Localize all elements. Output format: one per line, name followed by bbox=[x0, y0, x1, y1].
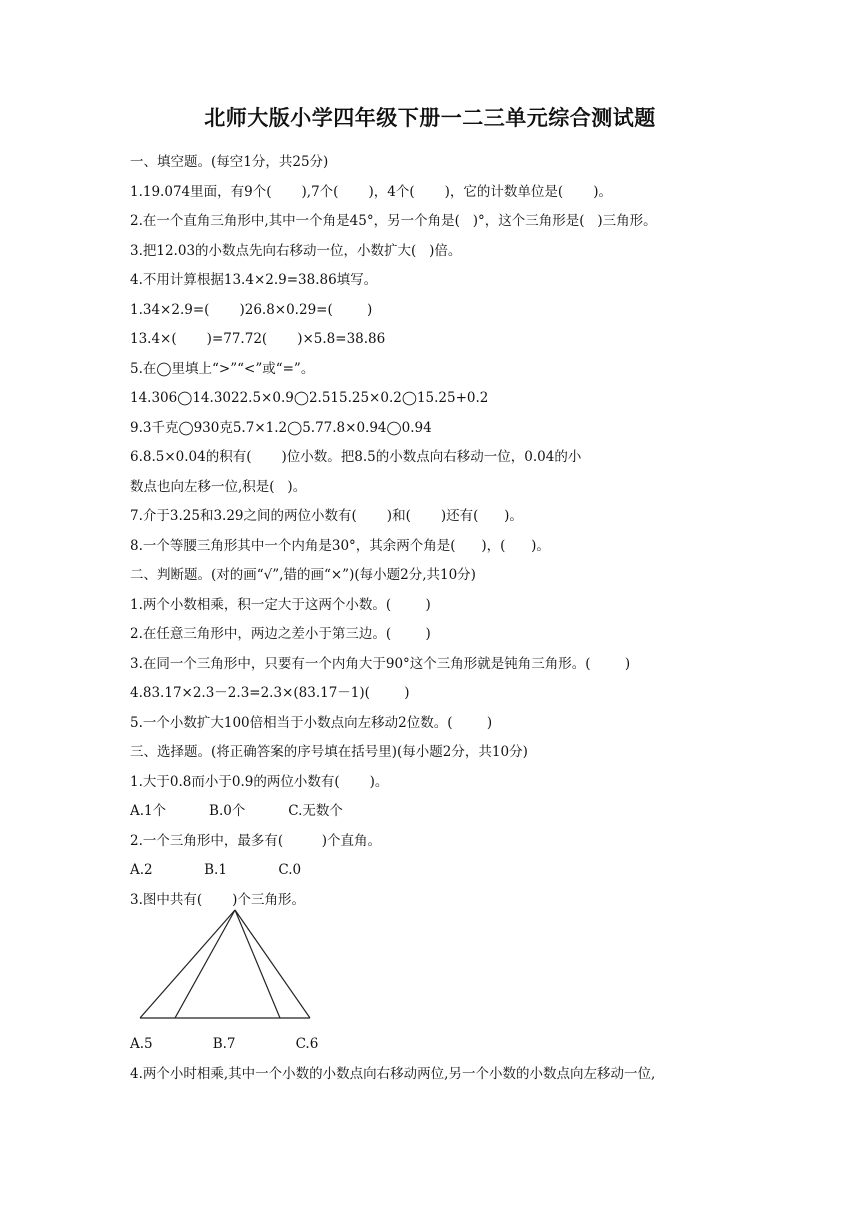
question-block bbox=[130, 148, 730, 915]
text-line: 1.34×2.9=( )26.8×0.29=( ) bbox=[130, 301, 373, 318]
text-line: 6.8.5×0.04的积有( )位小数。把8.5的小数点向右移动一位，0.04的小 bbox=[130, 449, 582, 465]
figure-right-side bbox=[235, 910, 310, 1018]
text-line: 4.不用计算根据13.4×2.9=38.86填写。 bbox=[130, 272, 378, 288]
text-line: 5.一个小数扩大100倍相当于小数点向左移动2位数。( ) bbox=[130, 714, 493, 731]
text-line: 9.3千克◯930克5.7×1.2◯5.77.8×0.94◯0.94 bbox=[130, 419, 432, 436]
text-line: A.5 B.7 C.6 bbox=[130, 1036, 319, 1052]
text-line: A.2 B.1 C.0 bbox=[130, 862, 302, 878]
text-line: 1.两个小数相乘，积一定大于这两个小数。( ) bbox=[130, 596, 431, 613]
figure-inner-line-right bbox=[235, 910, 280, 1018]
text-line: A.1个 B.0个 C.无数个 bbox=[130, 803, 343, 819]
text-line: 1.19.074里面，有9个( ),7个( )，4个( )，它的计数单位是( )。 bbox=[130, 183, 612, 200]
text-line: 5.在◯里填上“>”“<”或“=”。 bbox=[130, 360, 315, 377]
text-line: 三、选择题。(将正确答案的序号填在括号里)(每小题2分，共10分) bbox=[130, 744, 528, 760]
figure-left-side bbox=[140, 910, 235, 1018]
text-line: 二、判断题。(对的画“√”,错的画“×”)(每小题2分,共10分) bbox=[130, 567, 476, 583]
text-line: 2.一个三角形中，最多有( )个直角。 bbox=[130, 832, 382, 849]
text-line: 8.一个等腰三角形其中一个内角是30°，其余两个角是( )，( )。 bbox=[130, 537, 550, 554]
text-line: 13.4×( )=77.72( )×5.8=38.86 bbox=[130, 331, 386, 347]
text-line: 一、填空题。(每空1分，共25分) bbox=[130, 154, 329, 170]
text-line: 3.把12.03的小数点先向右移动一位，小数扩大( )倍。 bbox=[130, 242, 462, 259]
text-line: 14.306◯14.3022.5×0.9◯2.515.25×0.2◯15.25+0.2 bbox=[130, 390, 489, 406]
text-line: 7.介于3.25和3.29之间的两位小数有( )和( )还有( )。 bbox=[130, 508, 523, 524]
text-line: 1.大于0.8而小于0.9的两位小数有( )。 bbox=[130, 773, 389, 790]
page-title: 北师大版小学四年级下册一二三单元综合测试题 bbox=[204, 106, 656, 130]
text-line: 4.83.17×2.3－2.3=2.3×(83.17－1)( ) bbox=[130, 685, 410, 701]
text-line: 数点也向左移一位,积是( )。 bbox=[130, 478, 307, 495]
text-line: 2.在一个直角三角形中,其中一个角是45°，另一个角是( )°，这个三角形是( )三角形。 bbox=[130, 213, 657, 229]
text-line: 4.两个小时相乘,其中一个小数的小数点向右移动两位,另一个小数的小数点向左移动一位, bbox=[130, 1065, 656, 1082]
triangle-figure bbox=[130, 906, 320, 1026]
text-line: 2.在任意三角形中，两边之差小于第三边。( ) bbox=[130, 626, 431, 642]
text-line: 3.在同一个三角形中，只要有一个内角大于90°这个三角形就是钝角三角形。( ) bbox=[130, 655, 631, 672]
question-block-bottom bbox=[130, 1030, 750, 1089]
figure-inner-line-left bbox=[175, 910, 235, 1018]
text-line: 3.图中共有( )个三角形。 bbox=[130, 891, 305, 908]
